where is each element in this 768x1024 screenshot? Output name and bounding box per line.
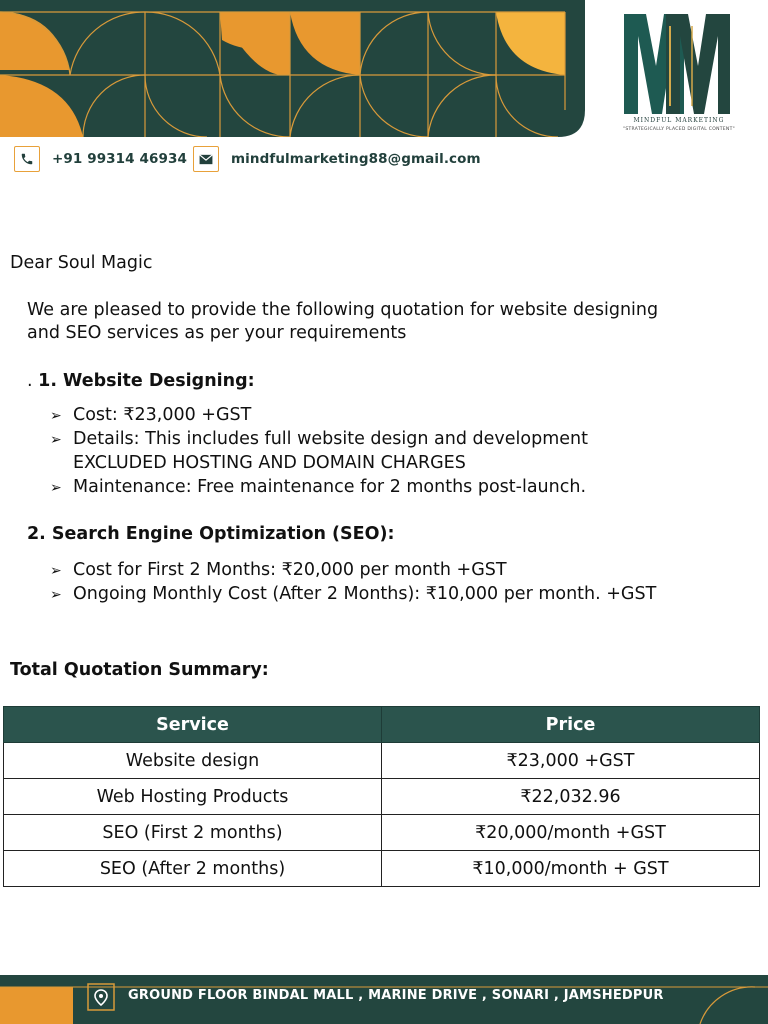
email-address: mindfulmarketing88@gmail.com xyxy=(231,151,481,167)
phone-contact[interactable] xyxy=(14,146,187,172)
price-cell: ₹20,000/month +GST xyxy=(382,815,760,851)
bullet-text: Cost for First 2 Months: ₹20,000 per month +GST xyxy=(73,560,507,580)
arrow-bullet-icon: ➢ xyxy=(50,480,62,496)
table-row xyxy=(4,815,760,851)
header-service: Service xyxy=(4,707,382,743)
bullet-text: Details: This includes full website design and development xyxy=(73,429,588,449)
salutation: Dear Soul Magic xyxy=(10,253,153,273)
intro-line-1: We are pleased to provide the following quotation for website designing xyxy=(27,300,659,320)
header-banner xyxy=(0,0,585,137)
bullet-text: Cost: ₹23,000 +GST xyxy=(73,405,252,425)
section2-heading: 2. Search Engine Optimization (SEO): xyxy=(27,524,395,544)
service-cell: Website design xyxy=(4,743,382,779)
phone-number: +91 99314 46934 xyxy=(52,151,187,167)
bullet-item xyxy=(50,560,507,580)
bullet-item xyxy=(50,405,251,425)
quotation-table xyxy=(3,706,760,887)
header-price: Price xyxy=(382,707,760,743)
bullet-item xyxy=(50,429,588,449)
section1-heading: 1. Website Designing: xyxy=(38,371,255,391)
service-cell: SEO (First 2 months) xyxy=(4,815,382,851)
table-row xyxy=(4,851,760,887)
arrow-bullet-icon: ➢ xyxy=(50,408,62,424)
bullet-text: Ongoing Monthly Cost (After 2 Months): ₹10,000 per month. +GST xyxy=(73,584,657,604)
mail-icon xyxy=(193,146,219,172)
bullet-continuation: EXCLUDED HOSTING AND DOMAIN CHARGES xyxy=(73,453,466,473)
arrow-bullet-icon: ➢ xyxy=(50,587,62,603)
arrow-bullet-icon: ➢ xyxy=(50,563,62,579)
table-row xyxy=(4,743,760,779)
summary-heading: Total Quotation Summary: xyxy=(10,660,269,680)
section1-heading-row xyxy=(27,371,255,391)
price-cell: ₹22,032.96 xyxy=(382,779,760,815)
table-row xyxy=(4,779,760,815)
service-cell: Web Hosting Products xyxy=(4,779,382,815)
bullet-text: Maintenance: Free maintenance for 2 months post-launch. xyxy=(73,477,587,497)
price-cell: ₹10,000/month + GST xyxy=(382,851,760,887)
brand-tagline: "STRATEGICALLY PLACED DIGITAL CONTENT" xyxy=(622,127,736,132)
brand-name: MINDFUL MARKETING xyxy=(633,117,725,124)
section1-prefix: . xyxy=(27,371,39,391)
bullet-item xyxy=(50,477,586,497)
price-cell: ₹23,000 +GST xyxy=(382,743,760,779)
intro-line-2: and SEO services as per your requirements xyxy=(27,323,407,343)
bullet-item xyxy=(50,584,656,604)
email-contact[interactable] xyxy=(193,146,481,172)
arrow-bullet-icon: ➢ xyxy=(50,432,62,448)
footer-address: GROUND FLOOR BINDAL MALL , MARINE DRIVE , SONARI , JAMSHEDPUR xyxy=(128,988,664,1003)
service-cell: SEO (After 2 months) xyxy=(4,851,382,887)
table-header-row xyxy=(4,707,760,743)
phone-icon xyxy=(14,146,40,172)
